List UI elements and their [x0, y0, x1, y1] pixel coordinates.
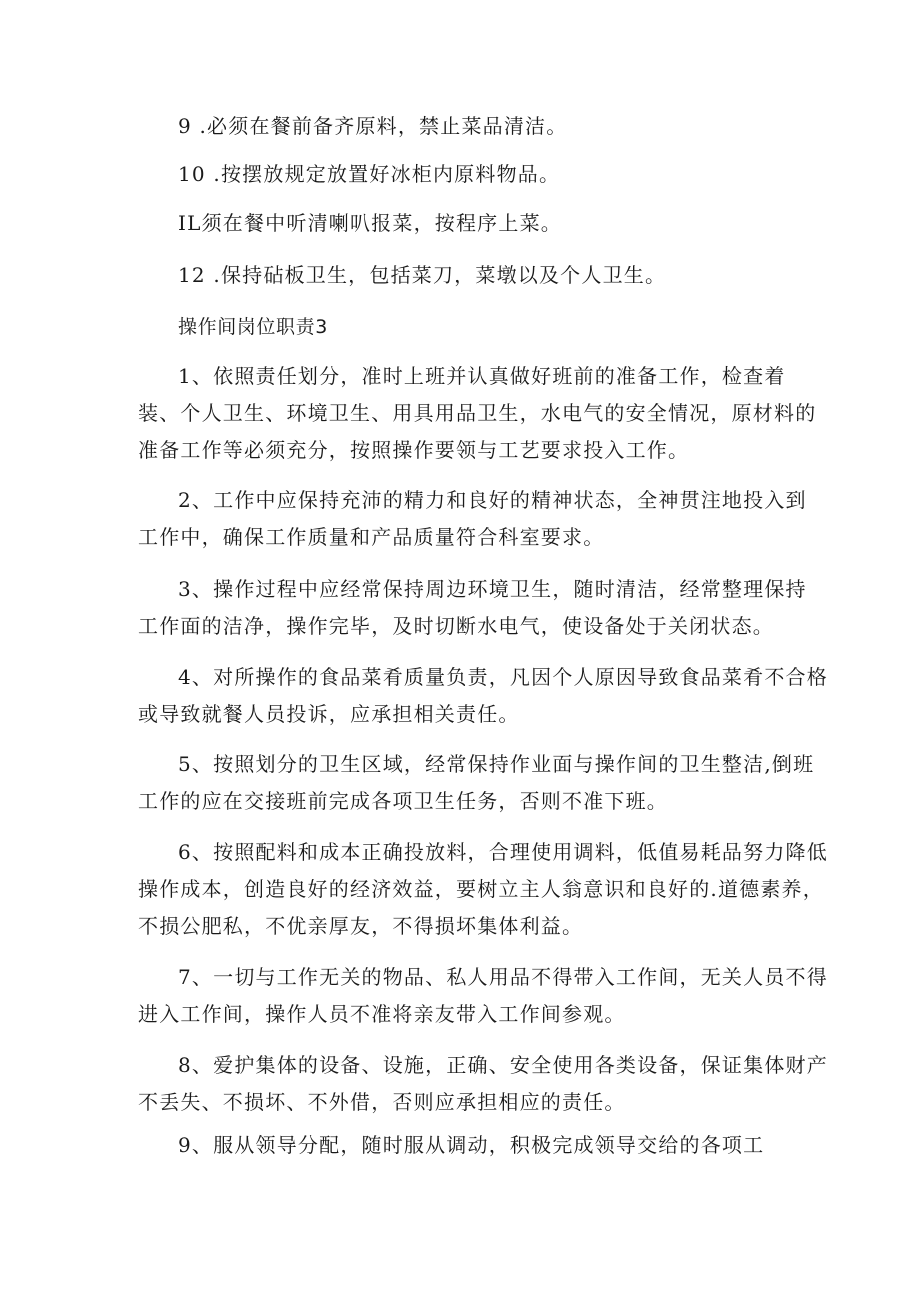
paragraph-1-line-1: 1、依照责任划分，准时上班并认真做好班前的准备工作，检查着	[178, 364, 786, 388]
paragraph-5-line-1: 5、按照划分的卫生区域，经常保持作业面与操作间的卫生整洁,倒班	[178, 752, 815, 776]
paragraph-8-line-1: 8、爱护集体的设备、设施，正确、安全使用各类设备，保证集体财产	[178, 1053, 828, 1077]
paragraph-3-line-2: 工作面的洁净，操作完毕，及时切断水电气，使设备处于关闭状态。	[138, 614, 774, 638]
item-12: 12 .保持砧板卫生，包括菜刀，菜墩以及个人卫生。	[178, 263, 667, 287]
paragraph-1-line-2: 装、个人卫生、环境卫生、用具用品卫生，水电气的安全情况，原材料的	[138, 401, 817, 425]
item-10: 10 .按摆放规定放置好冰柜内原料物品。	[178, 162, 561, 186]
paragraph-1-line-3: 准备工作等必须充分，按照操作要领与工艺要求投入工作。	[138, 438, 690, 462]
paragraph-6-line-3: 不损公肥私，不优亲厚友，不得损坏集体利益。	[138, 914, 584, 938]
paragraph-4-line-2: 或导致就餐人员投诉，应承担相关责任。	[138, 702, 520, 726]
section-title: 操作间岗位职责3	[178, 316, 328, 338]
paragraph-2-line-2: 工作中，确保工作质量和产品质量符合科室要求。	[138, 525, 605, 549]
paragraph-5-line-2: 工作的应在交接班前完成各项卫生任务，否则不准下班。	[138, 789, 668, 813]
paragraph-3-line-1: 3、操作过程中应经常保持周边环境卫生，随时清洁，经常整理保持	[178, 577, 807, 601]
paragraph-7-line-2: 进入工作间，操作人员不准将亲友带入工作间参观。	[138, 1002, 626, 1026]
paragraph-7-line-1: 7、一切与工作无关的物品、私人用品不得带入工作间，无关人员不得	[178, 965, 828, 989]
paragraph-9-line-1: 9、服从领导分配，随时服从调动，积极完成领导交给的各项工	[178, 1133, 765, 1157]
paragraph-6-line-2: 操作成本，创造良好的经济效益，要树立主人翁意识和良好的.道德素养，	[138, 877, 824, 901]
item-11: IL须在餐中听清喇叭报菜，按程序上菜。	[178, 211, 562, 235]
paragraph-4-line-1: 4、对所操作的食品菜肴质量负责，凡因个人原因导致食品菜肴不合格	[178, 665, 828, 689]
paragraph-8-line-2: 不丢失、不损坏、不外借，否则应承担相应的责任。	[138, 1090, 626, 1114]
item-9: 9 .必须在餐前备齐原料，禁止菜品清洁。	[178, 114, 568, 138]
paragraph-6-line-1: 6、按照配料和成本正确投放料，合理使用调料，低值易耗品努力降低	[178, 840, 828, 864]
paragraph-2-line-1: 2、工作中应保持充沛的精力和良好的精神状态，全神贯注地投入到	[178, 488, 807, 512]
